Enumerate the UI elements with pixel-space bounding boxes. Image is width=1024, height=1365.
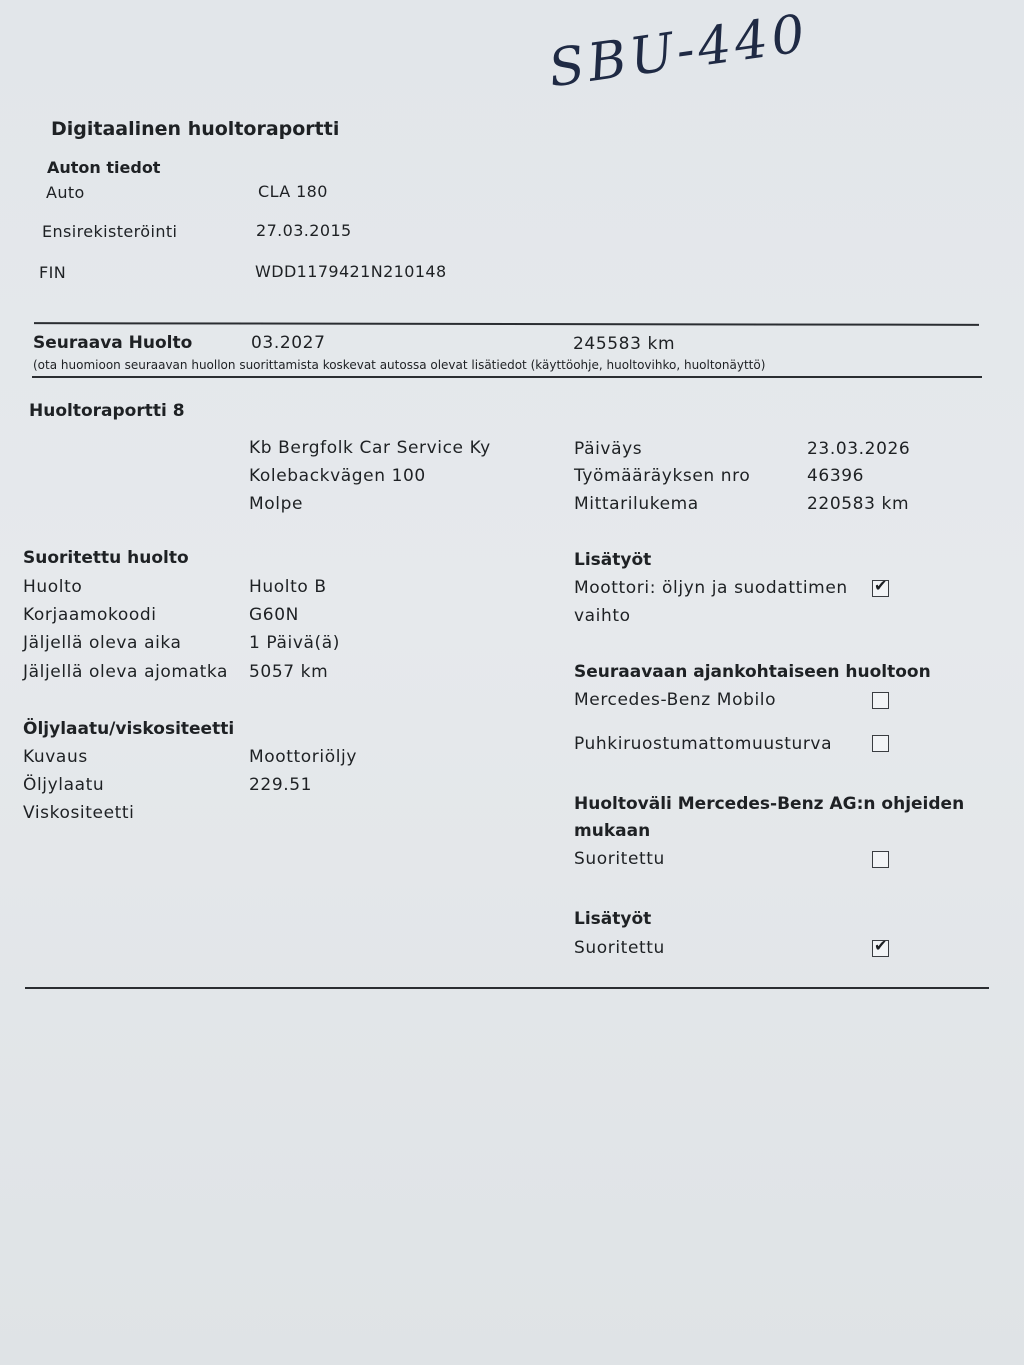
extra-work-item-line1: Moottori: öljyn ja suodattimen: [574, 578, 848, 598]
fin-value: WDD1179421N210148: [255, 262, 447, 281]
next-service-note: (ota huomioon seuraavan huollon suorittamista koskevat autossa olevat lisätiedot (käyttöohje, huoltovihko, huoltonäyttö): [33, 358, 766, 372]
workshop-name: Kb Bergfolk Car Service Ky: [249, 438, 491, 458]
interval-heading-line2: mukaan: [574, 821, 651, 841]
mileage-value: 220583 km: [807, 494, 910, 514]
handwritten-note: SBU-440: [545, 3, 813, 100]
extra-work2-heading: Lisätyöt: [574, 909, 652, 929]
oil-grade-label: Öljylaatu: [23, 775, 105, 795]
divider-bottom: [25, 987, 989, 989]
service-type-label: Huolto: [23, 577, 83, 597]
next-service-label: Seuraava Huolto: [33, 333, 193, 353]
service-type-value: Huolto B: [249, 577, 327, 597]
corrosion-warranty-label: Puhkiruostumattomuusturva: [574, 734, 833, 754]
next-service-km: 245583 km: [573, 334, 676, 354]
performed-service-heading: Suoritettu huolto: [23, 548, 189, 568]
date-value: 23.03.2026: [807, 439, 911, 459]
interval-done-checkbox[interactable]: [872, 851, 889, 868]
auto-label: Auto: [46, 183, 85, 202]
remaining-time-label: Jäljellä oleva aika: [23, 633, 182, 653]
first-registration-value: 27.03.2015: [256, 221, 352, 240]
report-title: Digitaalinen huoltoraportti: [51, 118, 340, 140]
oil-description-value: Moottoriöljy: [249, 747, 358, 767]
work-order-value: 46396: [807, 466, 865, 486]
report-heading: Huoltoraportti 8: [29, 401, 185, 421]
next-service-date: 03.2027: [251, 333, 326, 353]
car-info-heading: Auton tiedot: [47, 158, 161, 177]
auto-value: CLA 180: [258, 182, 328, 201]
corrosion-warranty-checkbox[interactable]: [872, 735, 889, 752]
divider-middle: [32, 376, 982, 378]
interval-heading-line1: Huoltoväli Mercedes-Benz AG:n ohjeiden: [574, 794, 965, 814]
mobilo-checkbox[interactable]: [872, 692, 889, 709]
checkmark-icon: ✔: [874, 576, 888, 595]
interval-done-label: Suoritettu: [574, 849, 665, 869]
mobilo-label: Mercedes-Benz Mobilo: [574, 690, 777, 710]
workshop-code-value: G60N: [249, 605, 299, 625]
workshop-city: Molpe: [249, 494, 304, 514]
first-registration-label: Ensirekisteröinti: [42, 222, 178, 241]
date-label: Päiväys: [574, 439, 643, 459]
remaining-time-value: 1 Päivä(ä): [249, 633, 341, 653]
viscosity-label: Viskositeetti: [23, 803, 135, 823]
extra-work2-done-label: Suoritettu: [574, 938, 665, 958]
remaining-distance-value: 5057 km: [249, 662, 329, 682]
workshop-code-label: Korjaamokoodi: [23, 605, 157, 625]
checkmark-icon: ✔: [874, 936, 888, 955]
work-order-label: Työmääräyksen nro: [574, 466, 751, 486]
extra-work-item-line2: vaihto: [574, 606, 631, 626]
extra-work-checkbox[interactable]: [872, 576, 889, 597]
remaining-distance-label: Jäljellä oleva ajomatka: [23, 662, 229, 682]
mileage-label: Mittarilukema: [574, 494, 699, 514]
next-current-heading: Seuraavaan ajankohtaiseen huoltoon: [574, 662, 931, 682]
workshop-street: Kolebackvägen 100: [249, 466, 426, 486]
oil-grade-value: 229.51: [249, 775, 313, 795]
extra-work-heading: Lisätyöt: [574, 550, 652, 570]
fin-label: FIN: [39, 263, 67, 282]
extra-work2-checkbox[interactable]: [872, 936, 889, 957]
oil-description-label: Kuvaus: [23, 747, 88, 767]
divider-top: [34, 322, 979, 326]
oil-heading: Öljylaatu/viskositeetti: [23, 719, 235, 739]
